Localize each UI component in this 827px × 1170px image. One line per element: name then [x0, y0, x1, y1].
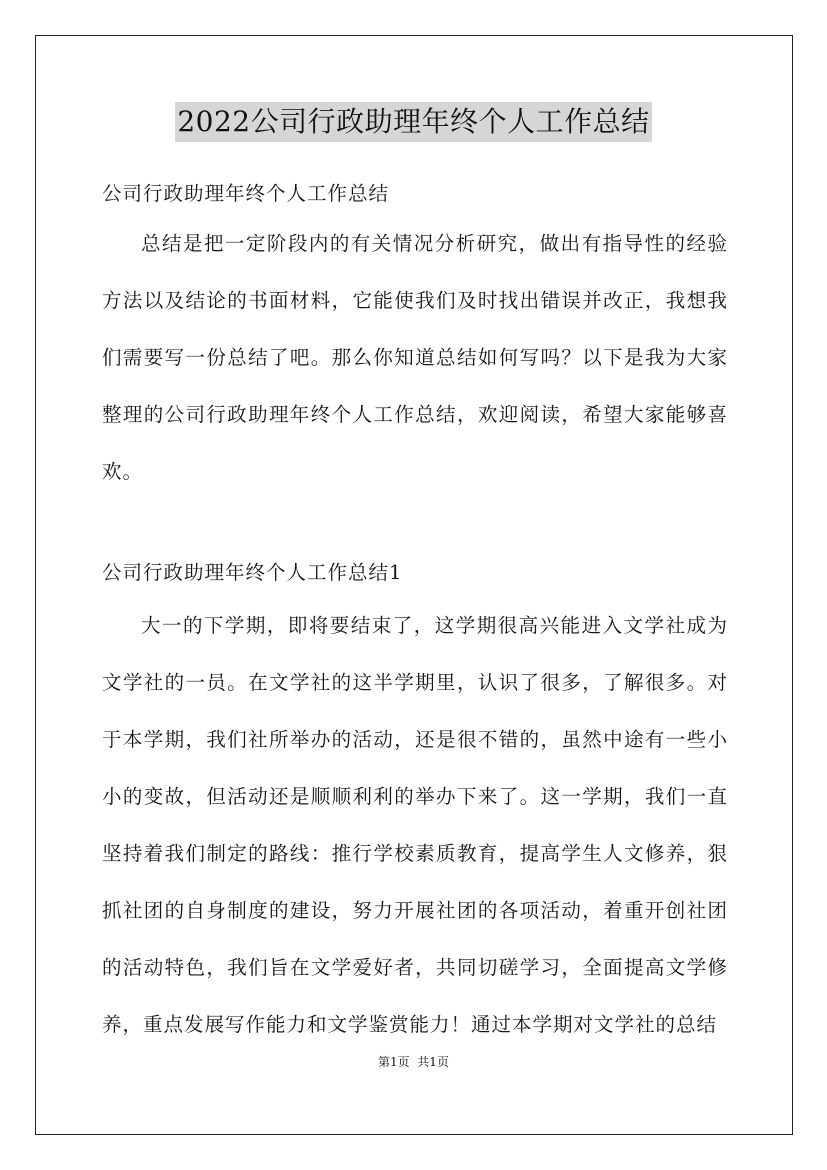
- document-subtitle: 公司行政助理年终个人工作总结: [102, 182, 390, 205]
- document-title: 2022公司行政助理年终个人工作总结: [175, 102, 651, 142]
- intro-section: [102, 215, 728, 500]
- intro-paragraph: 总结是把一定阶段内的有关情况分析研究，做出有指导性的经验方法以及结论的书面材料，它能使我们及时找出错误并改正，我想我们需要写一份总结了吧。那么你知道总结如何写吗？以下是我为大家整理的公司行政助理年终个人工作总结，欢迎阅读，希望大家能够喜欢。: [102, 232, 728, 483]
- section-heading: 公司行政助理年终个人工作总结1: [102, 561, 403, 584]
- page-number-footer: 第1页 共1页: [378, 1055, 449, 1069]
- section-body: [102, 597, 728, 1053]
- section-paragraph: 大一的下学期，即将要结束了，这学期很高兴能进入文学社成为文学社的一员。在文学社的这半学期里，认识了很多，了解很多。对于本学期，我们社所举办的活动，还是很不错的，虽然中途有一些小小的变故，但活动还是顺顺利利的举办下来了。这一学期，我们一直坚持着我们制定的路线：推行学校素质教育，提高学生人文修养，狠抓社团的自身制度的建设，努力开展社团的各项活动，着重开创社团的活动特色，我们旨在文学爱好者，共同切磋学习，全面提高文学修养，重点发展写作能力和文学鉴赏能力！通过本学期对文学社的总结: [102, 614, 728, 1036]
- title-container: [0, 102, 827, 142]
